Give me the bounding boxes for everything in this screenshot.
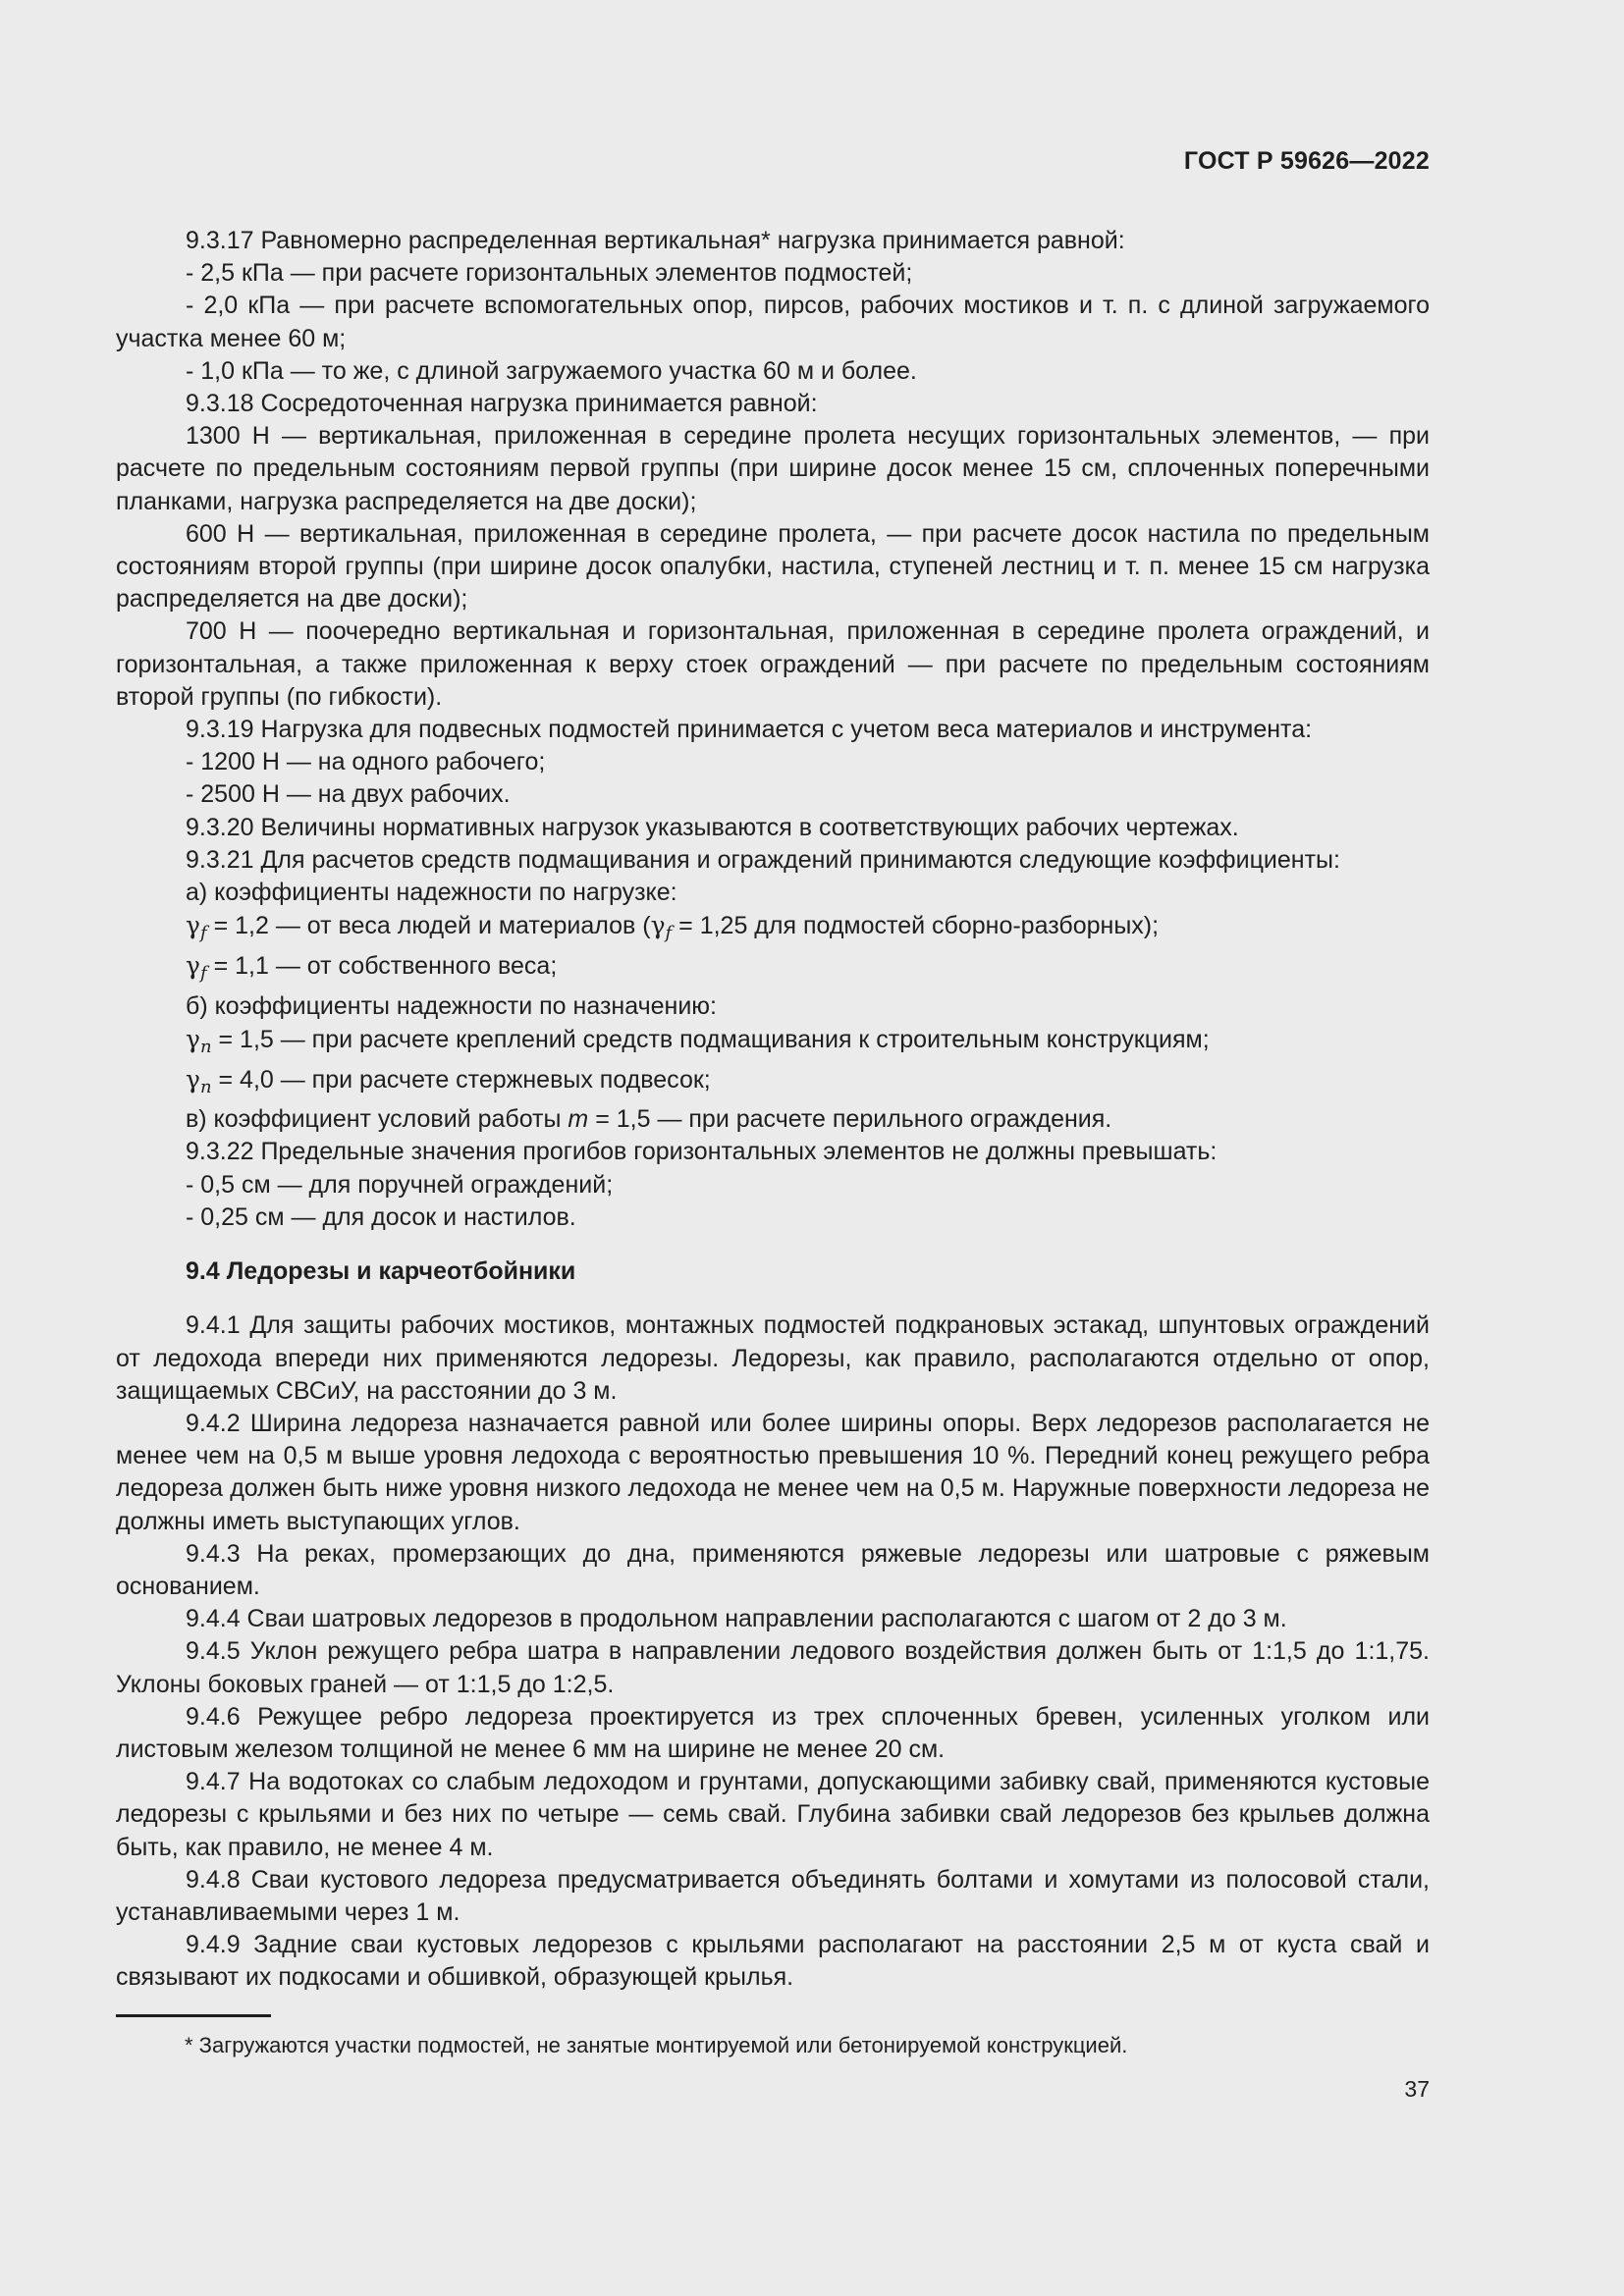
list-item: б) коэффициенты надежности по назначению: (186, 991, 717, 1020)
paragraph: 9.3.21 Для расчетов средств подмащивания и ограждений принимаются следующие коэффициенты: (186, 845, 1340, 874)
list-item: - 2500 Н — на двух рабочих. (186, 780, 511, 809)
list-item: - 1,0 кПа — то же, с длиной загружаемого участка 60 м и более. (186, 356, 917, 385)
paragraph: 9.4.9 Задние сваи кустовых ледорезов с крыльями располагают на расстоянии 2,5 м от куста свай и связывают их подкосами и обшивкой, образующей крылья. (116, 1931, 1430, 1992)
formula-line: $\gamma_n = 4,0$ — при расчете стержневых подвесок; (186, 1065, 711, 1098)
paragraph: 9.4.1 Для защиты рабочих мостиков, монтажных подмостей подкрановых эстакад, шпунтовых ограждений от ледохода впереди них применяются ледорезы. Ледорезы, как правило, располагаются отдельно от опор, защищаемых СВСиУ, на расстоянии до 3 м. (116, 1311, 1430, 1405)
paragraph: 9.4.2 Ширина ледореза назначается равной или более ширины опоры. Верх ледорезов располагается не менее чем на 0,5 м выше уровня ледохода с вероятностью превышения 10 %. Передний конец режущего ребра ледореза должен быть ниже уровня низкого ледохода не менее чем на 0,5 м. Наружные поверхности ледореза не должны иметь выступающих углов. (116, 1409, 1430, 1535)
list-item: - 0,25 см — для досок и настилов. (186, 1202, 576, 1231)
gamma-symbol: $\gamma_f$ (186, 911, 207, 944)
formula-line: $\gamma_f = 1,1$ — от собственного веса; (186, 951, 558, 985)
paragraph: 9.4.4 Сваи шатровых ледорезов в продольном направлении располагаются с шагом от 2 до 3 м. (186, 1605, 1287, 1633)
paragraph: 9.3.19 Нагрузка для подвесных подмостей принимается с учетом веса материалов и инструмента: (186, 716, 1313, 744)
list-item: - 0,5 см — для поручней ограждений; (186, 1170, 614, 1199)
gamma-symbol: $\gamma_f$ (650, 911, 673, 944)
list-item: а) коэффициенты надежности по нагрузке: (186, 879, 677, 907)
section-heading: 9.4 Ледорезы и карчеотбойники (186, 1257, 576, 1286)
paragraph: 9.3.20 Величины нормативных нагрузок указываются в соответствующих рабочих чертежах. (186, 813, 1239, 841)
paragraph: 9.3.17 Равномерно распределенная вертикальная* нагрузка принимается равной: (186, 227, 1125, 254)
footnote: * Загружаются участки подмостей, не занятые монтируемой или бетонируемой конструкцией. (185, 2033, 1128, 2057)
paragraph: 9.4.5 Уклон режущего ребра шатра в направлении ледового воздействия должен быть от 1:1,5 до 1:1,75. Уклоны боковых граней — от 1:1,5 до 1:2,5. (116, 1637, 1430, 1698)
formula-line: $\gamma_n = 1,5$ — при расчете креплений средств подмащивания к строительным конструкциям; (186, 1024, 1210, 1057)
paragraph: 9.4.3 На реках, промерзающих до дна, применяются ряжевые ледорезы или шатровые с ряжевым основанием. (116, 1539, 1430, 1600)
paragraph: 9.4.8 Сваи кустового ледореза предусматривается объединять болтами и хомутами из полосовой стали, устанавливаемыми через 1 м. (116, 1865, 1430, 1926)
paragraph: 9.4.6 Режущее ребро ледореза проектируется из трех сплоченных бревен, усиленных уголком или листовым железом толщиной не менее 6 мм на ширине не менее 20 см. (116, 1702, 1430, 1763)
paragraph: 9.3.22 Предельные значения прогибов горизонтальных элементов не должны превышать: (186, 1138, 1218, 1166)
document-header: ГОСТ Р 59626—2022 (1183, 147, 1430, 175)
paragraph: 9.4.7 На водотоках со слабым ледоходом и грунтами, допускающими забивку свай, применяются кустовые ледорезы с крыльями и без них по четыре — семь свай. Глубина забивки свай ледорезов без крыльев должна быть, как правило, не менее 4 м. (116, 1768, 1430, 1861)
paragraph: 9.3.18 Сосредоточенная нагрузка принимается равной: (186, 390, 818, 418)
paragraph: 600 Н — вертикальная, приложенная в середине пролета, — при расчете досок настила по предельным состояниям второй группы (при ширине досок опалубки, настила, ступеней лестниц и т. п. менее 15 см нагрузка распределяется на две доски); (116, 519, 1430, 614)
paragraph: 700 Н — поочередно вертикальная и горизонтальная, приложенная в середине пролета ограждений, и горизонтальная, а также приложенная к верху стоек ограждений — при расчете по предельным состояниям второй группы (по гибкости). (116, 617, 1430, 711)
list-item: - 2,5 кПа — при расчете горизонтальных элементов подмостей; (186, 259, 913, 288)
gamma-symbol: $\gamma_n$ (186, 1024, 212, 1057)
document-body (116, 225, 1430, 1995)
list-item: - 1200 Н — на одного рабочего; (186, 748, 546, 776)
gamma-symbol: $\gamma_n$ (186, 1065, 212, 1098)
formula-line: $\gamma_f = 1,2$ — от веса людей и материалов ($\gamma_f = 1,25$ для подмостей сборно-разборных); (186, 911, 1160, 944)
page-number: 37 (1404, 2076, 1430, 2102)
footnote-divider (116, 2014, 271, 2017)
list-item: - 2,0 кПа — при расчете вспомогательных опор, пирсов, рабочих мостиков и т. п. с длиной загружаемого участка менее 60 м; (116, 292, 1430, 352)
list-item: в) коэффициент условий работы m = 1,5 — при расчете перильного ограждения. (186, 1105, 1112, 1134)
paragraph: 1300 Н — вертикальная, приложенная в середине пролета несущих горизонтальных элементов, — при расчете по предельным состояниям первой группы (при ширине досок менее 15 см, сплоченных поперечными планками, нагрузка распределяется на две доски); (116, 422, 1430, 515)
gamma-symbol: $\gamma_f$ (186, 951, 207, 985)
